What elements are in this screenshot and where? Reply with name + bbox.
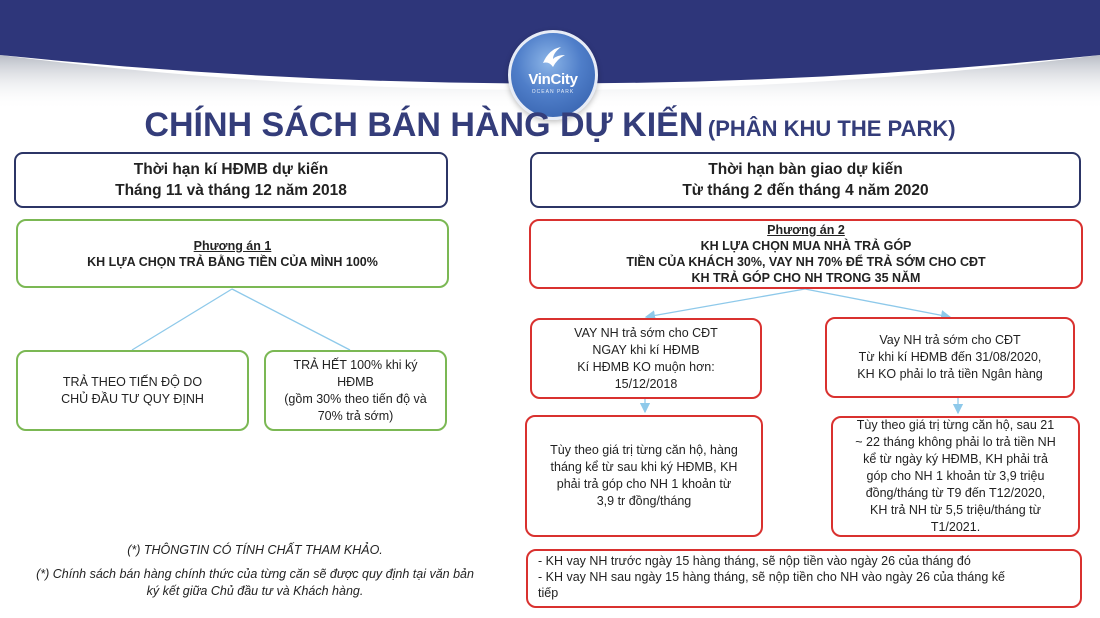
right-header-line2: Từ tháng 2 đến tháng 4 năm 2020: [682, 182, 929, 199]
arrow-option2-to-b: [805, 289, 950, 317]
note-official-policy-line2: ký kết giữa Chủ đầu tư và Khách hàng.: [146, 584, 364, 598]
page-title-main: CHÍNH SÁCH BÁN HÀNG DỰ KIẾN: [144, 106, 704, 144]
option2-b-detail-line5: đồng/tháng từ T9 đến T12/2020,: [865, 486, 1046, 500]
option2-a-box: [530, 318, 762, 399]
option1-b-line4: 70% trả sớm): [317, 408, 394, 423]
option2-b-detail-line3: kể từ ngày ký HĐMB, KH phải trả: [863, 452, 1048, 466]
option2-b-line3: KH KO phải lo trả tiền Ngân hàng: [857, 367, 1043, 381]
option2-b-detail-line6: KH trả NH từ 5,5 triệu/tháng từ: [870, 503, 1041, 517]
option2-a-line4: 15/12/2018: [614, 376, 678, 391]
option2-a-detail-line3: phải trả góp cho NH 1 khoản từ: [556, 477, 732, 491]
option2-b-detail-box: [831, 416, 1080, 537]
logo-subtitle: OCEAN PARK: [531, 89, 575, 95]
option2-box: [529, 219, 1083, 289]
option1-a-text: TRẢ THEO TIẾN ĐỘ DO CHỦ ĐẦU TƯ QUY ĐỊNH: [61, 374, 204, 406]
option2-a-line3: Kí HĐMB KO muộn hơn:: [577, 359, 715, 374]
note-official-policy: [14, 566, 496, 600]
right-header-box: [530, 152, 1081, 208]
option2-b-line1: Vay NH trả sớm cho CĐT: [879, 333, 1021, 347]
option2-b-detail-line2: ~ 22 tháng không phải lo trả tiền NH: [855, 435, 1056, 449]
left-header-line2: Tháng 11 và tháng 12 năm 2018: [115, 182, 347, 199]
option2-b-detail-line4: góp cho NH 1 khoản từ 3,9 triệu: [866, 469, 1045, 483]
page-title-sub: (PHÂN KHU THE PARK): [707, 116, 956, 141]
option1-b-line3: (gồm 30% theo tiến độ và: [284, 391, 427, 406]
option2-b-line2: Từ khi kí HĐMB đến 31/08/2020,: [858, 350, 1042, 364]
option2-title: Phương án 2: [767, 223, 845, 237]
payment-info-box: [526, 549, 1082, 608]
right-header-line1: Thời hạn bàn giao dự kiến: [708, 161, 903, 178]
arrow-option1-to-a: [132, 289, 232, 350]
option1-a-box: [16, 350, 249, 431]
arrow-option2-to-a: [646, 289, 805, 317]
option2-a-detail-box: [525, 415, 763, 537]
logo-brand: VinCity: [528, 71, 578, 88]
arrow-option1-to-b: [232, 289, 350, 350]
option2-a-detail-line4: 3,9 tr đồng/tháng: [596, 494, 692, 508]
option2-b-box: [825, 317, 1075, 398]
option1-box: [16, 219, 449, 288]
option1-desc: KH LỰA CHỌN TRẢ BẰNG TIỀN CỦA MÌNH 100%: [87, 254, 378, 269]
bird-logo-icon: [539, 45, 567, 71]
page-title: [0, 106, 1100, 145]
note-reference: (*) THÔNGTIN CÓ TÍNH CHẤT THAM KHẢO.: [127, 543, 383, 557]
option2-a-detail-line1: Tùy theo giá trị từng căn hộ, hàng: [550, 443, 738, 457]
option2-line3: KH TRẢ GÓP CHO NH TRONG 35 NĂM: [691, 271, 921, 285]
option1-b-line2: HĐMB: [337, 374, 374, 389]
option2-a-line2: NGAY khi kí HĐMB: [592, 342, 700, 357]
option2-a-detail-line2: tháng kể từ sau khi ký HĐMB, KH: [550, 460, 738, 474]
option2-line2: TIỀN CỦA KHÁCH 30%, VAY NH 70% ĐỂ TRẢ SỚM CHO CĐT: [626, 255, 986, 269]
option2-a-line1: VAY NH trả sớm cho CĐT: [574, 325, 718, 340]
option1-b-line1: TRẢ HẾT 100% khi ký: [293, 357, 418, 372]
note-official-policy-line1: (*) Chính sách bán hàng chính thức của từng căn sẽ được quy định tại văn bản: [36, 567, 474, 581]
option2-line1: KH LỰA CHỌN MUA NHÀ TRẢ GÓP: [700, 239, 912, 253]
payment-info-line3: tiếp: [538, 586, 559, 600]
option1-title: Phương án 1: [193, 238, 272, 253]
option2-b-detail-line7: T1/2021.: [930, 520, 981, 534]
payment-info-line1: - KH vay NH trước ngày 15 hàng tháng, sẽ nộp tiền vào ngày 26 của tháng đó: [538, 554, 971, 568]
left-header-box: [14, 152, 448, 208]
left-header-line1: Thời hạn kí HĐMB dự kiến: [133, 161, 329, 178]
payment-info-line2: - KH vay NH sau ngày 15 hàng tháng, sẽ nộp tiền cho NH vào ngày 26 của tháng kế: [538, 570, 1005, 584]
option2-b-detail-line1: Tùy theo giá trị từng căn hộ, sau 21: [856, 418, 1055, 432]
option1-b-box: [264, 350, 447, 431]
